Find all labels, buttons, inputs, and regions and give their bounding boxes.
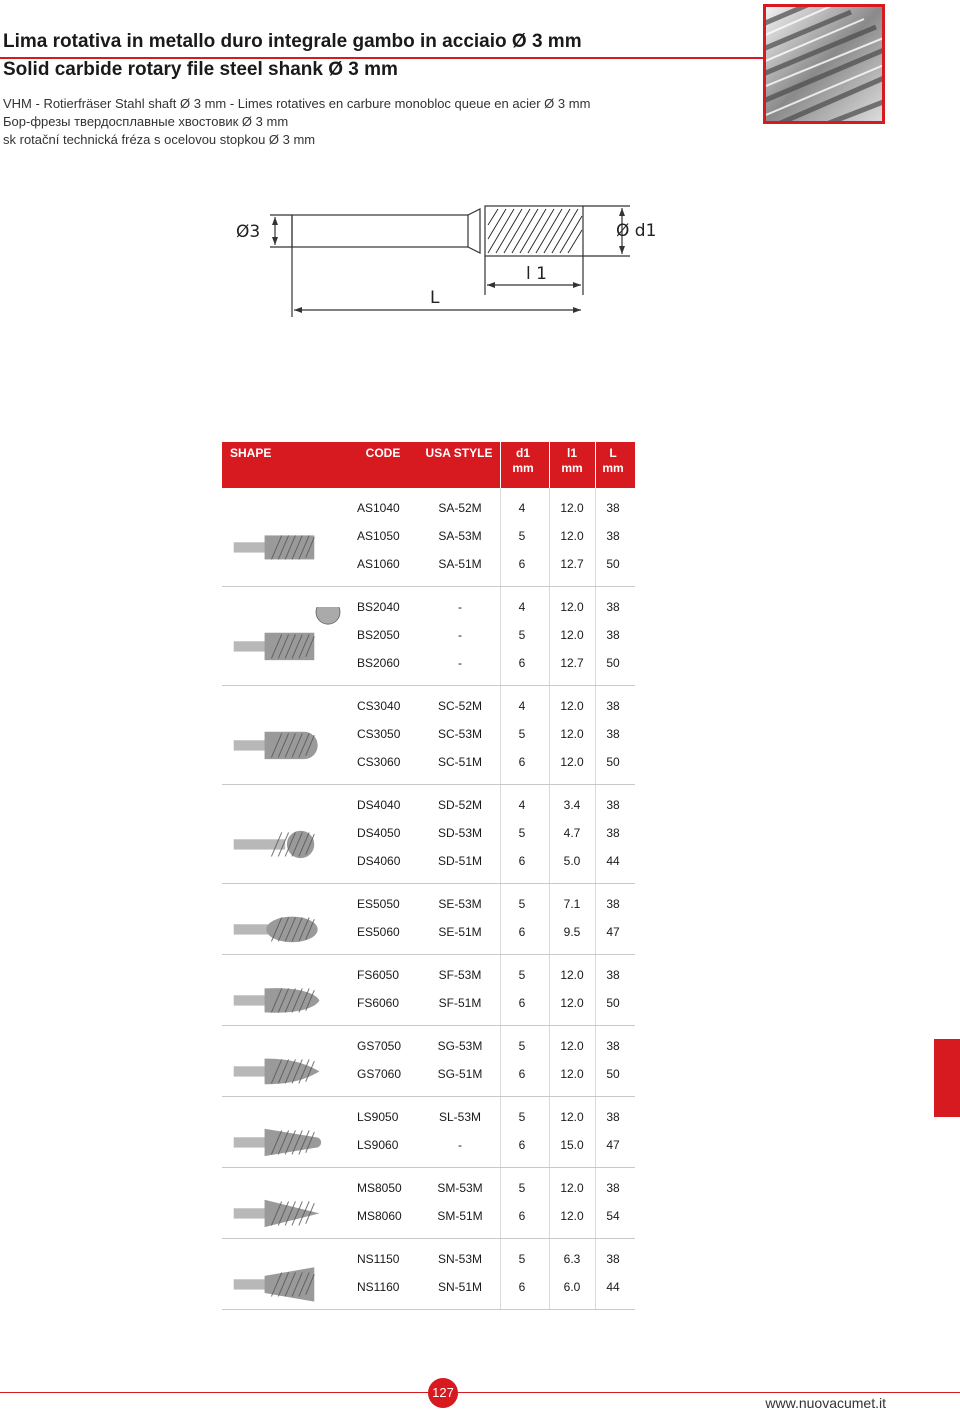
usa-style-cell: SA-51M (438, 557, 482, 571)
code-cell: BS2050 (357, 628, 400, 642)
page-number: 127 (428, 1378, 458, 1408)
usa-style-cell: SE-53M (438, 897, 482, 911)
total-length-cell: 50 (606, 1067, 620, 1081)
d1-cell: 6 (518, 925, 526, 939)
subtitle-block (3, 95, 743, 149)
total-length-cell: 38 (606, 600, 620, 614)
subtitle-czech: sk rotační technická fréza s ocelovou stopkou Ø 3 mm (3, 132, 316, 147)
shape-group (222, 785, 635, 884)
table-row (222, 1032, 635, 1060)
d1-cell: 5 (518, 529, 526, 543)
usa-style-cell: SG-53M (437, 1039, 483, 1053)
table-row (222, 961, 635, 989)
table-row (222, 649, 635, 677)
label-shank-diameter: Ø3 (236, 222, 261, 242)
table-row (222, 989, 635, 1017)
d1-cell: 4 (518, 501, 526, 515)
header-L: L mm (602, 446, 624, 475)
d1-cell: 5 (518, 1252, 526, 1266)
d1-cell: 5 (518, 968, 526, 982)
code-cell: GS7060 (357, 1067, 402, 1081)
shape-group (222, 1168, 635, 1239)
total-length-cell: 38 (606, 1039, 620, 1053)
code-cell: MS8060 (357, 1209, 402, 1223)
d1-cell: 6 (518, 1067, 526, 1081)
l1-cell: 6.3 (563, 1252, 581, 1266)
table-row (222, 791, 635, 819)
d1-cell: 6 (518, 557, 526, 571)
header-shape: SHAPE (230, 446, 272, 460)
l1-cell: 12.0 (560, 1110, 584, 1124)
table-row (222, 621, 635, 649)
header-usa-style: USA STYLE (425, 446, 493, 460)
total-length-cell: 54 (606, 1209, 620, 1223)
l1-cell: 6.0 (563, 1280, 581, 1294)
code-cell: DS4060 (357, 854, 401, 868)
l1-cell: 12.0 (560, 1039, 584, 1053)
total-length-cell: 38 (606, 897, 620, 911)
total-length-cell: 38 (606, 529, 620, 543)
d1-cell: 6 (518, 1138, 526, 1152)
table-row (222, 1060, 635, 1088)
d1-cell: 5 (518, 1110, 526, 1124)
usa-style-cell: SA-52M (438, 501, 482, 515)
l1-cell: 12.7 (560, 656, 584, 670)
total-length-cell: 38 (606, 968, 620, 982)
code-cell: AS1060 (357, 557, 400, 571)
d1-cell: 6 (518, 656, 526, 670)
total-length-cell: 38 (606, 628, 620, 642)
d1-cell: 5 (518, 1039, 526, 1053)
subtitle-multilang: VHM - Rotierfräser Stahl shaft Ø 3 mm - Limes rotatives en carbure monobloc queue en acier Ø 3 mm (3, 96, 591, 111)
shape-group (222, 1239, 635, 1310)
l1-cell: 12.0 (560, 727, 584, 741)
table-row (222, 847, 635, 875)
d1-cell: 6 (518, 854, 526, 868)
table-row (222, 1202, 635, 1230)
l1-cell: 12.0 (560, 699, 584, 713)
table-row (222, 522, 635, 550)
code-cell: AS1050 (357, 529, 400, 543)
d1-cell: 6 (518, 996, 526, 1010)
d1-cell: 5 (518, 628, 526, 642)
usa-style-cell: SD-51M (437, 854, 482, 868)
total-length-cell: 38 (606, 1252, 620, 1266)
table-row (222, 1131, 635, 1159)
usa-style-cell: SC-51M (437, 755, 482, 769)
title-english: Solid carbide rotary file steel shank Ø 3 mm (3, 59, 398, 80)
table-row (222, 1273, 635, 1301)
total-length-cell: 38 (606, 727, 620, 741)
usa-style-cell: - (458, 628, 462, 642)
l1-cell: 15.0 (560, 1138, 584, 1152)
table-row (222, 819, 635, 847)
title-italian: Lima rotativa in metallo duro integrale gambo in acciaio Ø 3 mm (3, 31, 582, 52)
code-cell: BS2040 (357, 600, 400, 614)
total-length-cell: 50 (606, 996, 620, 1010)
d1-cell: 6 (518, 755, 526, 769)
usa-style-cell: SD-53M (437, 826, 482, 840)
d1-cell: 6 (518, 1209, 526, 1223)
product-table (222, 442, 635, 1310)
code-cell: LS9060 (357, 1138, 399, 1152)
code-cell: AS1040 (357, 501, 400, 515)
website-link[interactable]: www.nuovacumet.it (765, 1395, 886, 1411)
usa-style-cell: SF-51M (438, 996, 482, 1010)
total-length-cell: 47 (606, 925, 620, 939)
total-length-cell: 38 (606, 699, 620, 713)
l1-cell: 12.0 (560, 755, 584, 769)
total-length-cell: 44 (606, 854, 620, 868)
label-total-length: L (430, 288, 440, 308)
code-cell: CS3040 (357, 699, 401, 713)
code-cell: DS4040 (357, 798, 401, 812)
title-block (3, 30, 763, 82)
label-head-diameter: Ø d1 (616, 221, 657, 241)
usa-style-cell: SN-53M (437, 1252, 482, 1266)
l1-cell: 12.0 (560, 600, 584, 614)
d1-cell: 5 (518, 826, 526, 840)
table-row (222, 1245, 635, 1273)
d1-cell: 4 (518, 699, 526, 713)
shape-group (222, 1026, 635, 1097)
total-length-cell: 50 (606, 755, 620, 769)
table-row (222, 692, 635, 720)
l1-cell: 3.4 (563, 798, 581, 812)
usa-style-cell: SE-51M (438, 925, 482, 939)
total-length-cell: 38 (606, 1181, 620, 1195)
table-row (222, 890, 635, 918)
table-row (222, 720, 635, 748)
l1-cell: 9.5 (563, 925, 581, 939)
l1-cell: 12.0 (560, 968, 584, 982)
label-head-length: l 1 (526, 264, 547, 284)
code-cell: CS3050 (357, 727, 401, 741)
code-cell: LS9050 (357, 1110, 399, 1124)
code-cell: GS7050 (357, 1039, 402, 1053)
header-code: CODE (365, 446, 401, 460)
usa-style-cell: SN-51M (437, 1280, 482, 1294)
total-length-cell: 38 (606, 826, 620, 840)
l1-cell: 12.0 (560, 996, 584, 1010)
l1-cell: 12.0 (560, 1181, 584, 1195)
code-cell: BS2060 (357, 656, 400, 670)
d1-cell: 5 (518, 1181, 526, 1195)
table-row (222, 1174, 635, 1202)
table-row (222, 550, 635, 578)
l1-cell: 12.0 (560, 529, 584, 543)
code-cell: ES5060 (357, 925, 400, 939)
usa-style-cell: SM-51M (437, 1209, 483, 1223)
shape-group (222, 884, 635, 955)
total-length-cell: 38 (606, 798, 620, 812)
table-body (222, 488, 635, 1310)
table-row (222, 494, 635, 522)
header-red-rule (0, 57, 763, 59)
d1-cell: 4 (518, 798, 526, 812)
l1-cell: 12.0 (560, 1209, 584, 1223)
subtitle-russian: Бор-фрезы твердосплавные хвостовик Ø 3 mm (3, 114, 289, 129)
total-length-cell: 47 (606, 1138, 620, 1152)
code-cell: NS1150 (357, 1252, 400, 1266)
l1-cell: 12.0 (560, 628, 584, 642)
usa-style-cell: SC-53M (437, 727, 482, 741)
code-cell: ES5050 (357, 897, 400, 911)
burr-closeup-illustration (766, 7, 882, 121)
shape-group (222, 587, 635, 686)
total-length-cell: 38 (606, 1110, 620, 1124)
table-row (222, 593, 635, 621)
total-length-cell: 50 (606, 656, 620, 670)
usa-style-cell: SG-51M (437, 1067, 483, 1081)
usa-style-cell: - (458, 1138, 462, 1152)
usa-style-cell: SA-53M (438, 529, 482, 543)
l1-cell: 12.0 (560, 501, 584, 515)
table-row (222, 1103, 635, 1131)
table-header (222, 442, 635, 488)
code-cell: MS8050 (357, 1181, 402, 1195)
d1-cell: 5 (518, 897, 526, 911)
code-cell: FS6050 (357, 968, 400, 982)
total-length-cell: 38 (606, 501, 620, 515)
shape-group (222, 488, 635, 587)
section-tab (934, 1039, 960, 1117)
table-row (222, 918, 635, 946)
code-cell: DS4050 (357, 826, 401, 840)
usa-style-cell: SL-53M (438, 1110, 482, 1124)
total-length-cell: 44 (606, 1280, 620, 1294)
usa-style-cell: SC-52M (437, 699, 482, 713)
usa-style-cell: SF-53M (438, 968, 482, 982)
footer-rule (0, 1392, 960, 1393)
usa-style-cell: SD-52M (437, 798, 482, 812)
header-l1: l1 mm (561, 446, 583, 475)
shape-group (222, 1097, 635, 1168)
l1-cell: 7.1 (563, 897, 581, 911)
l1-cell: 4.7 (563, 826, 581, 840)
l1-cell: 5.0 (563, 854, 581, 868)
code-cell: CS3060 (357, 755, 401, 769)
code-cell: NS1160 (357, 1280, 400, 1294)
technical-diagram (230, 195, 670, 335)
usa-style-cell: - (458, 656, 462, 670)
total-length-cell: 50 (606, 557, 620, 571)
l1-cell: 12.7 (560, 557, 584, 571)
usa-style-cell: - (458, 600, 462, 614)
shape-group (222, 955, 635, 1026)
d1-cell: 4 (518, 600, 526, 614)
l1-cell: 12.0 (560, 1067, 584, 1081)
product-photo (763, 4, 885, 124)
code-cell: FS6060 (357, 996, 400, 1010)
d1-cell: 6 (518, 1280, 526, 1294)
usa-style-cell: SM-53M (437, 1181, 483, 1195)
header-d1: d1 mm (512, 446, 534, 475)
d1-cell: 5 (518, 727, 526, 741)
shape-group (222, 686, 635, 785)
table-row (222, 748, 635, 776)
